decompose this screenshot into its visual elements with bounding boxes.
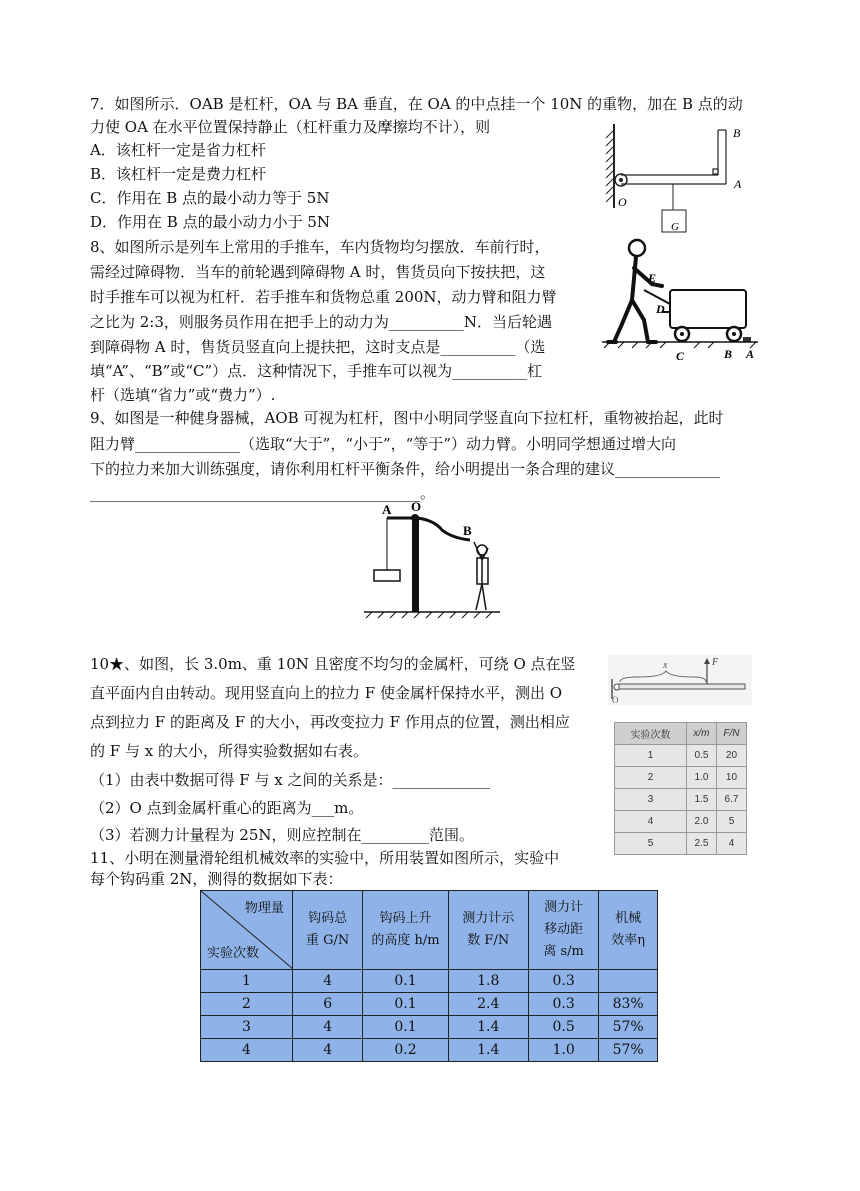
q11-text-line2: 每个钩码重 2N，测得的数据如下表：	[90, 870, 343, 888]
q9-label-b: B	[463, 523, 472, 538]
q11-text-line1: 11、小明在测量滑轮组机械效率的实验中，所用装置如图所示，实验中	[90, 849, 560, 867]
q11-th-force	[448, 891, 528, 970]
q11-th-height	[363, 891, 448, 970]
table-cell: 0.2	[363, 1039, 448, 1062]
q8-text-line2: 需经过障碍物．当车的前轮遇到障碍物 A 时，售货员向下按扶把，这	[90, 263, 546, 281]
table-cell: 0.5	[528, 1016, 598, 1039]
table-row	[615, 789, 747, 811]
q8-label-a: A	[746, 347, 755, 361]
q9-weight	[374, 570, 400, 581]
q8-text-line5: 到障碍物 A 时，售货员竖直向上提扶把，这时支点是__________（选	[90, 338, 546, 356]
q10-label-o: O	[612, 695, 619, 705]
q10-data-table	[614, 722, 747, 855]
table-cell: 5	[716, 811, 746, 833]
q10-text-line4: 的 F 与 x 的大小，所得实验数据如右表。	[90, 742, 368, 760]
q7-text-line2: 力使 OA 在水平位置保持静止（杠杆重力及摩擦均不计），则	[90, 118, 491, 136]
q10-metal-rod	[619, 684, 745, 689]
q7-label-a: A	[734, 177, 742, 191]
table-row	[201, 970, 658, 993]
table-cell: 20	[716, 745, 746, 767]
table-cell: 1.8	[448, 970, 528, 993]
header-line: 数 F/N	[467, 933, 510, 948]
table-cell: 0.1	[363, 993, 448, 1016]
q9-text-line3: 下的拉力来加大训练强度，请你利用杠杆平衡条件，给小明提出一条合理的建议______________	[90, 460, 721, 478]
q11-th-efficiency	[599, 891, 658, 970]
header-line: 测力计	[544, 900, 584, 915]
table-cell: 4	[292, 1039, 362, 1062]
q10-label-f: F	[712, 657, 719, 668]
table-row	[615, 833, 747, 855]
q9-text-line1: 9、如图是一种健身器械，AOB 可视为杠杆，图中小明同学竖直向下拉杠杆，重物被抬起，此时	[90, 409, 724, 427]
q7-lever-figure	[600, 122, 760, 234]
header-line: 移动距	[544, 922, 584, 937]
q9-label-o: O	[411, 500, 422, 514]
table-cell: 5	[615, 833, 687, 855]
q10-text-line3: 点到拉力 F 的距离及 F 的大小，再改变拉力 F 作用点的位置，测出相应	[90, 713, 570, 731]
table-cell: 1.4	[448, 1016, 528, 1039]
header-line: 钩码上升	[379, 911, 432, 926]
q8-text-line1: 8、如图所示是列车上常用的手推车，车内货物均匀摆放．车前行时，	[90, 238, 550, 256]
table-cell: 0.1	[363, 970, 448, 993]
q11-th-quantity: 物理量	[244, 901, 284, 916]
q9-post	[412, 516, 419, 612]
q11-th-distance	[528, 891, 598, 970]
q8-text-line6: 填“A”、“B”或“C”）点．这种情况下，手推车可以视为__________杠	[90, 362, 543, 380]
q8-salesperson	[608, 240, 662, 342]
table-cell: 1.0	[686, 767, 716, 789]
q11-data-table	[200, 890, 658, 1062]
q7-label-o: O	[618, 195, 627, 209]
header-line: 钩码总	[308, 911, 348, 926]
table-row	[615, 767, 747, 789]
q7-wall	[606, 124, 614, 208]
q8-cart-figure	[600, 238, 760, 366]
q7-lever-oab	[621, 130, 726, 184]
q7-label-g: G	[671, 221, 679, 233]
q7-text-line1: 7．如图所示．OAB 是杠杆，OA 与 BA 垂直，在 OA 的中点挂一个 10N 的重物，加在 B 点的动	[90, 95, 743, 113]
q10-rod-figure	[608, 655, 752, 705]
table-cell: 4	[292, 970, 362, 993]
table-cell	[599, 970, 658, 993]
q8-label-d: D	[656, 302, 665, 316]
table-cell: 6.7	[716, 789, 746, 811]
table-cell: 3	[615, 789, 687, 811]
table-cell: 57%	[599, 1016, 658, 1039]
q10-sub2: （2）O 点到金属杆重心的距离为___m。	[90, 799, 364, 817]
table-row	[201, 1039, 658, 1062]
q9-text-line4: ____________________________________________。	[90, 484, 436, 502]
header-line: 机械	[615, 911, 642, 926]
header-line: 效率η	[611, 933, 646, 948]
q10-th-f: F/N	[716, 723, 746, 745]
q9-text-line2: 阻力臂______________（选取“大于”，“小于”，“等于”）动力臂。小明同学想通过增大向	[90, 435, 677, 453]
header-line: 测力计示	[462, 911, 515, 926]
table-cell: 0.5	[686, 745, 716, 767]
table-row	[615, 745, 747, 767]
q11-th-trial: 实验次数	[207, 946, 260, 961]
table-cell: 2.5	[686, 833, 716, 855]
header-line: 的高度 h/m	[371, 933, 440, 948]
table-cell: 2.0	[686, 811, 716, 833]
q7-option-a: A．该杠杆一定是省力杠杆	[90, 141, 266, 159]
q10-th-x: x/m	[686, 723, 716, 745]
q8-text-line4: 之比为 2:3，则服务员作用在把手上的动力为__________N．当后轮遇	[90, 313, 553, 331]
q8-text-line3: 时手推车可以视为杠杆．若手推车和货物总重 200N，动力臂和阻力臂	[90, 288, 557, 306]
q8-label-b: B	[724, 347, 733, 361]
q9-fitness-figure	[362, 500, 502, 622]
table-cell: 57%	[599, 1039, 658, 1062]
q11-table-header	[201, 891, 658, 970]
q8-label-e: E	[648, 271, 657, 285]
table-cell: 2	[615, 767, 687, 789]
q7-label-b: B	[733, 126, 741, 140]
header-line: 离 s/m	[543, 944, 584, 959]
table-cell: 0.3	[528, 970, 598, 993]
q10-th-trial: 实验次数	[615, 723, 687, 745]
q10-text-line1: 10★、如图，长 3.0m、重 10N 且密度不均匀的金属杆，可绕 O 点在竖	[90, 655, 576, 673]
table-cell: 1	[615, 745, 687, 767]
table-cell: 4	[292, 1016, 362, 1039]
q11-th-corner	[201, 891, 293, 970]
q11-th-weight	[292, 891, 362, 970]
table-cell: 0.1	[363, 1016, 448, 1039]
q10-label-x: x	[663, 660, 668, 671]
table-cell: 4	[615, 811, 687, 833]
table-cell: 1.5	[686, 789, 716, 811]
table-row	[201, 1016, 658, 1039]
table-row	[201, 993, 658, 1016]
q10-text-line2: 直平面内自由转动。现用竖直向上的拉力 F 使金属杆保持水平，测出 O	[90, 684, 563, 702]
table-cell: 0.3	[528, 993, 598, 1016]
table-cell: 83%	[599, 993, 658, 1016]
table-cell: 4	[716, 833, 746, 855]
q9-person	[474, 542, 488, 610]
q10-sub1: （1）由表中数据可得 F 与 x 之间的关系是：_____________	[90, 771, 490, 789]
q10-table-header	[615, 723, 747, 745]
table-cell: 1.4	[448, 1039, 528, 1062]
q7-option-c: C．作用在 B 点的最小动力等于 5N	[90, 189, 330, 207]
header-line: 重 G/N	[306, 933, 350, 948]
table-cell: 2	[201, 993, 293, 1016]
table-cell: 10	[716, 767, 746, 789]
q7-option-d: D．作用在 B 点的最小动力小于 5N	[90, 213, 331, 231]
q8-text-line7: 杆（选填“省力”或“费力”）.	[90, 386, 276, 404]
table-cell: 4	[201, 1039, 293, 1062]
q7-option-b: B．该杠杆一定是费力杠杆	[90, 165, 267, 183]
table-row	[615, 811, 747, 833]
table-cell: 3	[201, 1016, 293, 1039]
table-cell: 2.4	[448, 993, 528, 1016]
table-cell: 1	[201, 970, 293, 993]
q10-sub3: （3）若测力计量程为 25N，则应控制在_________范围。	[90, 826, 475, 844]
q9-label-a: A	[382, 502, 392, 517]
q8-label-c: C	[676, 349, 685, 363]
table-cell: 6	[292, 993, 362, 1016]
table-cell: 1.0	[528, 1039, 598, 1062]
